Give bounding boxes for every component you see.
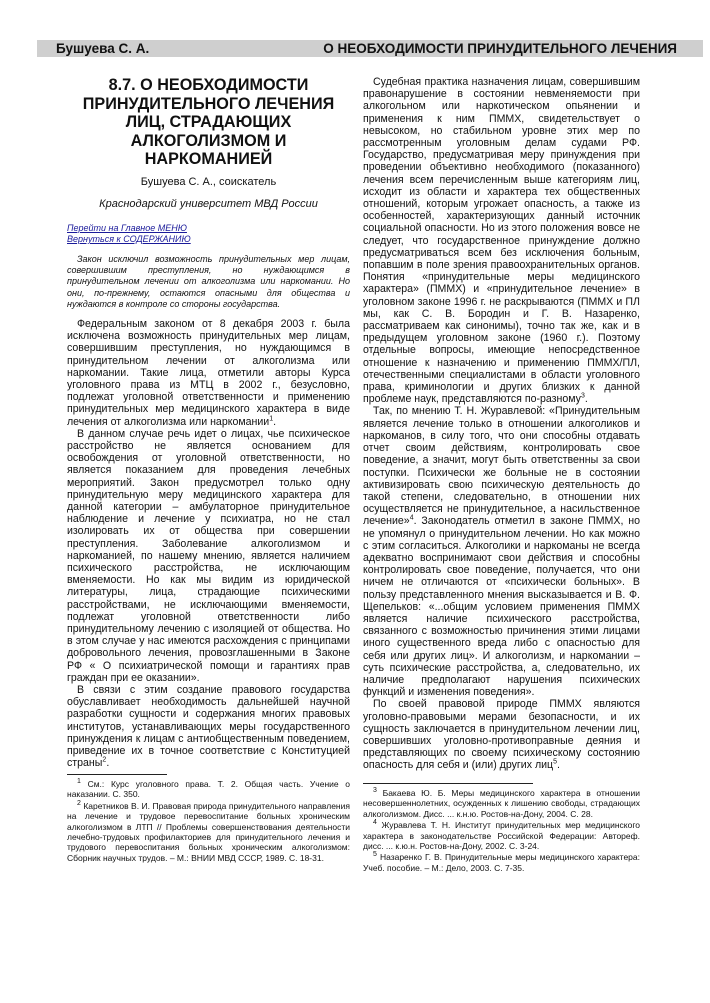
author-affiliation: Краснодарский университет МВД России <box>99 197 318 210</box>
footnotes-left <box>67 779 350 864</box>
footnote-number: 5 <box>373 851 377 859</box>
footnote <box>67 779 350 800</box>
footnote-ref: 3 <box>580 392 585 400</box>
paragraph: В данном случае речь идет о лицах, чье психическое расстройство не является основанием для освобождения от уголовной ответственности, но является показанием для проведения лечебных мероприятий. Закон предусмотрел только одну принудительную меру медицинского характера для данной категории – амбулаторное принудительное наблюдение и лечение у психиатра, но не стал изолировать их от общества при совершении преступления. Заболевание алкоголизмом и наркоманией, по нашему мнению, является наличием психического расстройства, не исключающим вменяемости. Но как мы видим из юридической литературы, лица, страдающие психическими расстройствами, не исключающими вменяемости, подлежат уголовной ответственности либо принудительному лечению с изоляцией от общества. Но в этом случае у нас имеются расхождения с принципами добровольного лечения, провозглашенными в Законе РФ « О психиатрической помощи и гарантиях прав граждан при ее оказании». <box>67 427 350 684</box>
main-menu-link[interactable]: Перейти на Главное МЕНЮ <box>67 222 187 233</box>
header-title: О НЕОБХОДИМОСТИ ПРИНУДИТЕЛЬНОГО ЛЕЧЕНИЯ <box>323 41 677 56</box>
abstract: Закон исключил возможность принудительных мер лицам, совершившим преступления, но нуждающимся в принудительном лечении от алкоголизма или наркомании. Но они, по-прежнему, остаются опасными для общества и нуждаются в контроле со стороны государства. <box>67 253 350 309</box>
header-author: Бушуева С. А. <box>56 41 150 56</box>
footnote-number: 3 <box>373 787 377 795</box>
footnote-rule <box>363 783 533 784</box>
footnote-number: 4 <box>373 819 377 827</box>
paragraph-text: По своей правовой природе ПММХ являются уголовно-правовыми мерами безопасности, и их сущность заключается в принудительном лечении лиц, совершивших уголовно-противоправные деяния и представляющих по своему психическому состоянию опасность для себя и (или) других лиц <box>363 698 640 772</box>
left-column <box>67 76 350 770</box>
paragraph-text: Судебная практика назначения лицам, совершившим правонарушение в состоянии невменяемости при алкогольном или наркотическом опьянении и применения к ним ПММХ, свидетельствует о невысоком, но стабильном уровне этих мер по рассмотренным уголовным делам судами РФ. Государство, предусматривая меру принуждения при проведении объективно необходимого (показанного) лечения всем перечисленным выше категориям лиц, исходит из области и характера тех общественных отношений, которым угрожает опасность, а также из особенностей, характеризующих данный источник социальной опасности. Но из этого положения вовсе не следует, что государственное принуждение должно предусматриваться всем без исключения больным, попавшим в поле зрения правоохранительных органов. Понятия «принудительные меры медицинского характера» (ПММХ) и «принудительное лечение» в уголовном законе 1996 г. не раскрываются (ПММХ и ПЛ мы, как С. В. Бородин и Г. В. Назаренко, рассматриваем как синонимы), точно так же, как и в предыдущем уголовном законе (1960 г.). Поэтому отдельные вопросы, имеющие непосредственное отношение к назначению и применению ПММХ/ПЛ, отечественными специалистами в области уголовного права, криминологии и других близких к данной проблеме наук, представляются по-разному <box>363 76 640 406</box>
paragraph <box>67 318 350 428</box>
paragraph <box>363 698 640 771</box>
article-title <box>67 76 350 169</box>
footnotes-right <box>363 788 640 874</box>
paragraph-text: . Законодатель отметил в законе ПММХ, но не упомянул о принудительном лечении. Но как можно с этим согласиться. Алкоголики и наркоманы не всегда адекватно воспринимают свои действия и способны контролировать свое поведение, получается, что они ничем не отличаются от «психически больных». В пользу представленного мнения высказывается и В. Ф. Щепельков: «...общим условием применения ПММХ является наличие психического расстройства, связанного с возможностью причинения этими лицами иного существенного вреда либо с опасностью для себя или других лиц». И алкоголизм, и наркомании – суть психические расстройства, а, следовательно, их наличие предполагают нарушения психических функций и изменения поведения». <box>363 515 640 699</box>
author-byline: Бушуева С. А., соискатель <box>140 175 277 188</box>
paragraph-text: В связи с этим создание правового государства обуславливает необходимость дальнейшей научной разработки сущности и содержания многих правовых институтов, устанавливающих меры государственного принуждения к лицам с антиобщественным поведением, приведение их в точное соответствие с Конституцией страны <box>67 684 350 770</box>
paragraph-text: Так, по мнению Т. Н. Журавлевой: «Принудительным является лечение только в отношении алкоголиков и наркоманов, в силу того, что они способны отдавать отчет своим действиям, контролировать свое поведение, а значит, могут быть ответственны за свои поступки. Психически же больные не в состоянии активизировать свою психическую деятельность до такой степени, следовательно, в отношении них осуществляется не принудительное, а насильственное лечение» <box>363 405 640 528</box>
footnote-ref: 5 <box>553 758 558 766</box>
title-line: АЛКОГОЛИЗМОМ И <box>130 131 287 150</box>
footnote-text: Назаренко Г. В. Принудительные меры медицинского характера: Учеб. пособие. – М.: Дело, 2003. С. 7-35. <box>363 852 640 873</box>
footnote <box>363 820 640 851</box>
footnote-text: Каретников В. И. Правовая природа принудительного направления на лечение и трудовое перевоспитание больных хроническим алкоголизмом в ЛТП // Проблемы совершенствования деятельности лечебно-трудовых профилакториев для принудительного лечения и трудового перевоспитания больных хроническим алкоголизмом: Сборник научных трудов. – М.: ВНИИ МВД СССР, 1989. С. 18-31. <box>67 800 350 863</box>
title-line: ЛИЦ, СТРАДАЮЩИХ <box>125 113 292 132</box>
paragraph <box>363 76 640 405</box>
running-header <box>37 40 703 57</box>
footnote-ref: 2 <box>102 756 107 764</box>
footnote-ref: 4 <box>409 514 414 522</box>
paragraph-end: . <box>273 415 277 428</box>
title-line: НАРКОМАНИЕЙ <box>144 150 273 169</box>
paragraph <box>67 684 350 769</box>
footnote-ref: 1 <box>269 415 274 423</box>
title-line: ПРИНУДИТЕЛЬНОГО ЛЕЧЕНИЯ <box>82 94 335 113</box>
footnote-text: См.: Курс уголовного права. Т. 2. Общая часть. Учение о наказании. С. 350. <box>67 779 350 800</box>
footnote-number: 1 <box>77 778 81 786</box>
footnote-number: 2 <box>77 799 81 807</box>
paragraph-text: Федеральным законом от 8 декабря 2003 г. была исключена возможность принудительных мер лицам, совершившим преступления, но нуждающимся в принудительном лечении от алкоголизма или наркомании. Такие лица, отметили авторы Курса уголовного права из МТЦ в 2002 г., безусловно, подлежат уголовной ответственности и применению принудительных мер медицинского характера в виде лечения от алкоголизма или наркомании <box>67 317 350 428</box>
footnote <box>363 788 640 819</box>
navigation-links <box>67 223 350 245</box>
footnote <box>67 801 350 863</box>
paragraph-end: . <box>584 393 588 406</box>
contents-link[interactable]: Вернуться к СОДЕРЖАНИЮ <box>67 233 191 244</box>
right-column <box>363 76 640 772</box>
title-line: 8.7. О НЕОБХОДИМОСТИ <box>108 76 309 94</box>
paragraph-end: . <box>557 759 560 772</box>
footnote-text: Журавлева Т. Н. Институт принудительных мер медицинского характера в законодательстве Российской Федерации: Автореф. дисс. ... к.ю.н. Ростов-на-Дону, 2002. С. 3-24. <box>363 820 640 852</box>
footnote-text: Бакаева Ю. Б. Меры медицинского характера в отношении несовершеннолетних, осужденных к лишению свободы, страдающих алкоголизмом. Дисс. ... к.н.ю. Ростов-на-Дону, 2004. С. 28. <box>363 788 640 819</box>
footnote <box>363 852 640 873</box>
paragraph <box>363 405 640 698</box>
footnote-rule <box>67 774 167 775</box>
paragraph-end: . <box>106 757 110 770</box>
